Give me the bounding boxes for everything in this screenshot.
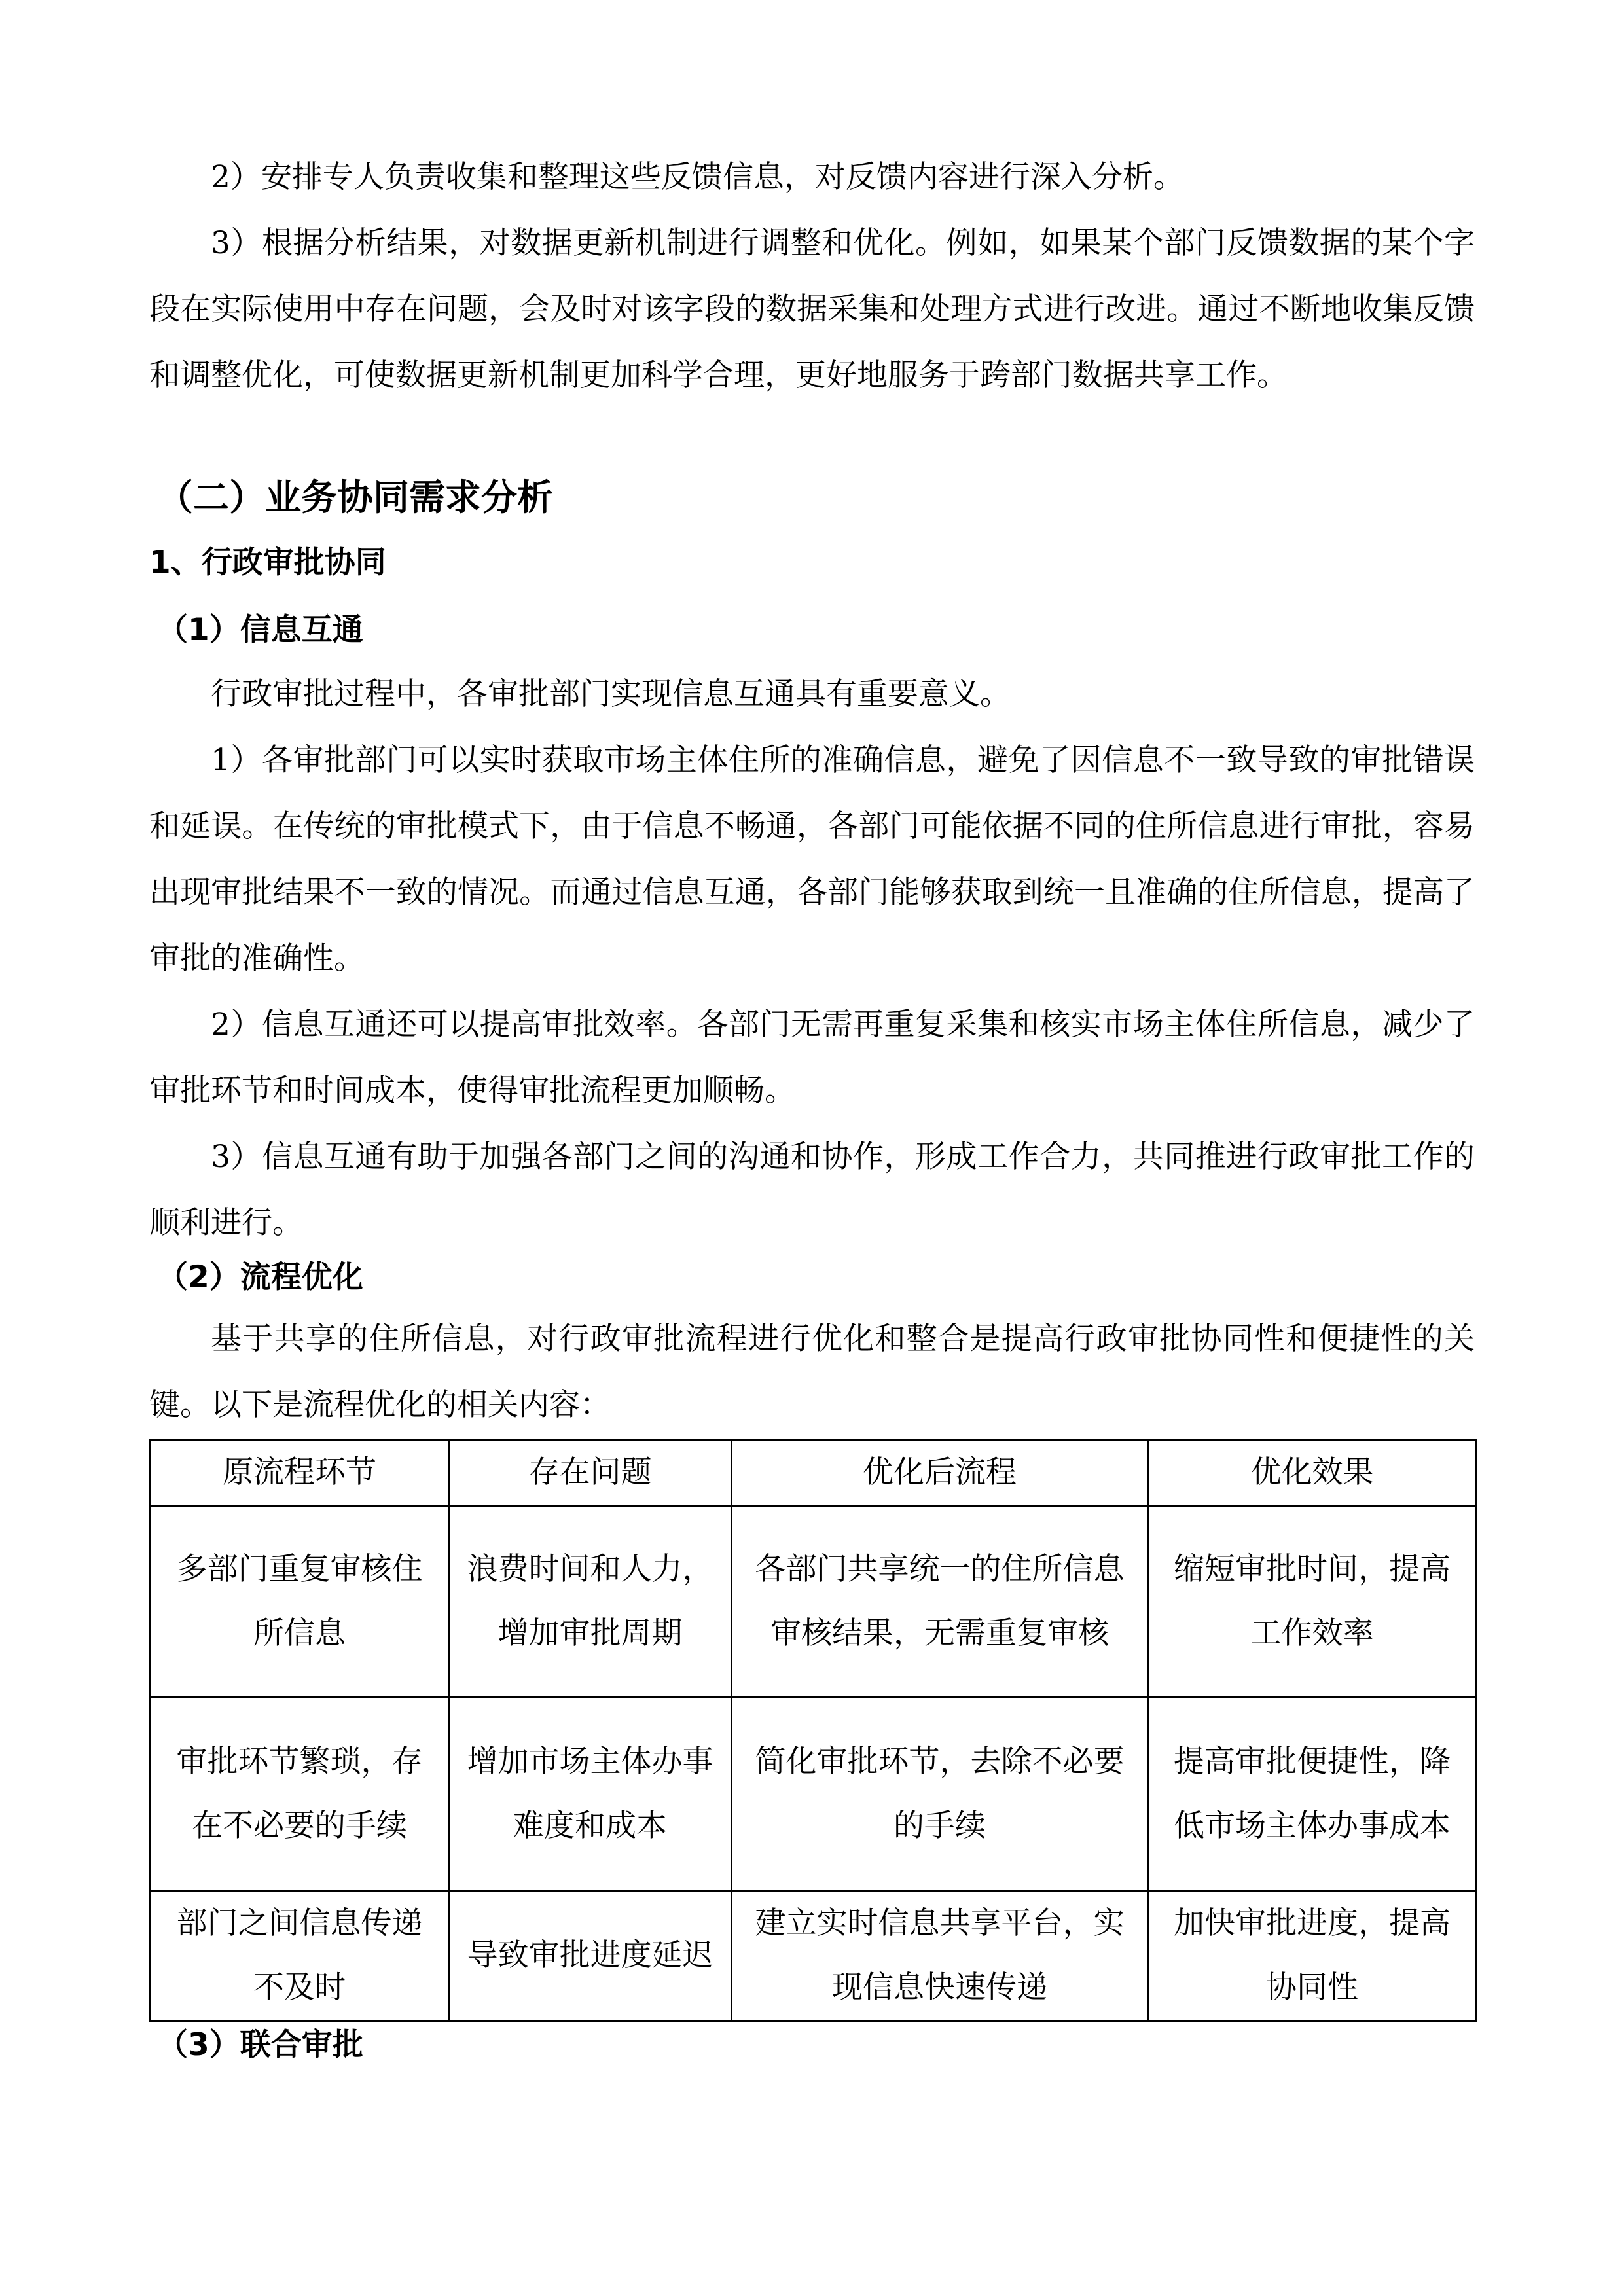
table-cell: 审批环节繁琐，存在不必要的手续 [151, 1698, 449, 1891]
info-exchange-heading: （1）信息互通 [157, 612, 363, 648]
table-header-cell: 存在问题 [449, 1440, 732, 1506]
table-cell: 多部门重复审核住所信息 [151, 1506, 449, 1698]
table-row [151, 1891, 1477, 2021]
table-cell: 部门之间信息传递不及时 [151, 1891, 449, 2021]
table-cell: 缩短审批时间，提高工作效率 [1148, 1506, 1477, 1698]
table-cell: 各部门共享统一的住所信息审核结果，无需重复审核 [732, 1506, 1148, 1698]
paragraph-feedback-step-3: 3）根据分析结果，对数据更新机制进行调整和优化。例如，如果某个部门反馈数据的某个字段在实际使用中存在问题，会及时对该字段的数据采集和处理方式进行改进。通过不断地收集反馈和调整优化，可使数据更新机制更加科学合理，更好地服务于跨部门数据共享工作。 [149, 225, 1475, 393]
table-header-cell: 优化效果 [1148, 1440, 1477, 1506]
table-cell: 浪费时间和人力，增加审批周期 [449, 1506, 732, 1698]
table-header-cell: 优化后流程 [732, 1440, 1148, 1506]
table-cell: 增加市场主体办事难度和成本 [449, 1698, 732, 1891]
table-cell: 简化审批环节，去除不必要的手续 [732, 1698, 1148, 1891]
subsection-heading: 1、行政审批协同 [149, 545, 386, 581]
table-cell: 导致审批进度延迟 [449, 1891, 732, 2021]
table-cell: 建立实时信息共享平台，实现信息快速传递 [732, 1891, 1148, 2021]
table-cell: 加快审批进度，提高协同性 [1148, 1891, 1477, 2021]
process-optimization-table [149, 1439, 1477, 2022]
table-row [151, 1506, 1477, 1698]
table-cell: 提高审批便捷性，降低市场主体办事成本 [1148, 1698, 1477, 1891]
process-optimization-intro: 基于共享的住所信息，对行政审批流程进行优化和整合是提高行政审批协同性和便捷性的关键。以下是流程优化的相关内容： [149, 1321, 1475, 1423]
info-exchange-point-3: 3）信息互通有助于加强各部门之间的沟通和协作，形成工作合力，共同推进行政审批工作的顺利进行。 [149, 1139, 1475, 1241]
table-header-cell: 原流程环节 [151, 1440, 449, 1506]
paragraph-feedback-step-2: 2）安排专人负责收集和整理这些反馈信息，对反馈内容进行深入分析。 [211, 159, 1184, 195]
info-exchange-point-1: 1）各审批部门可以实时获取市场主体住所的准确信息，避免了因信息不一致导致的审批错误和延误。在传统的审批模式下，由于信息不畅通，各部门可能依据不同的住所信息进行审批，容易出现审批结果不一致的情况。而通过信息互通，各部门能够获取到统一且准确的住所信息，提高了审批的准确性。 [149, 742, 1475, 977]
process-optimization-heading: （2）流程优化 [157, 1259, 363, 1295]
table-header-row [151, 1440, 1477, 1506]
info-exchange-point-2: 2）信息互通还可以提高审批效率。各部门无需再重复采集和核实市场主体住所信息，减少了审批环节和时间成本，使得审批流程更加顺畅。 [149, 1007, 1475, 1109]
table-row [151, 1698, 1477, 1891]
joint-approval-heading: （3）联合审批 [157, 2027, 363, 2063]
info-exchange-intro: 行政审批过程中，各审批部门实现信息互通具有重要意义。 [211, 676, 1011, 712]
section-heading: （二）业务协同需求分析 [157, 476, 554, 518]
